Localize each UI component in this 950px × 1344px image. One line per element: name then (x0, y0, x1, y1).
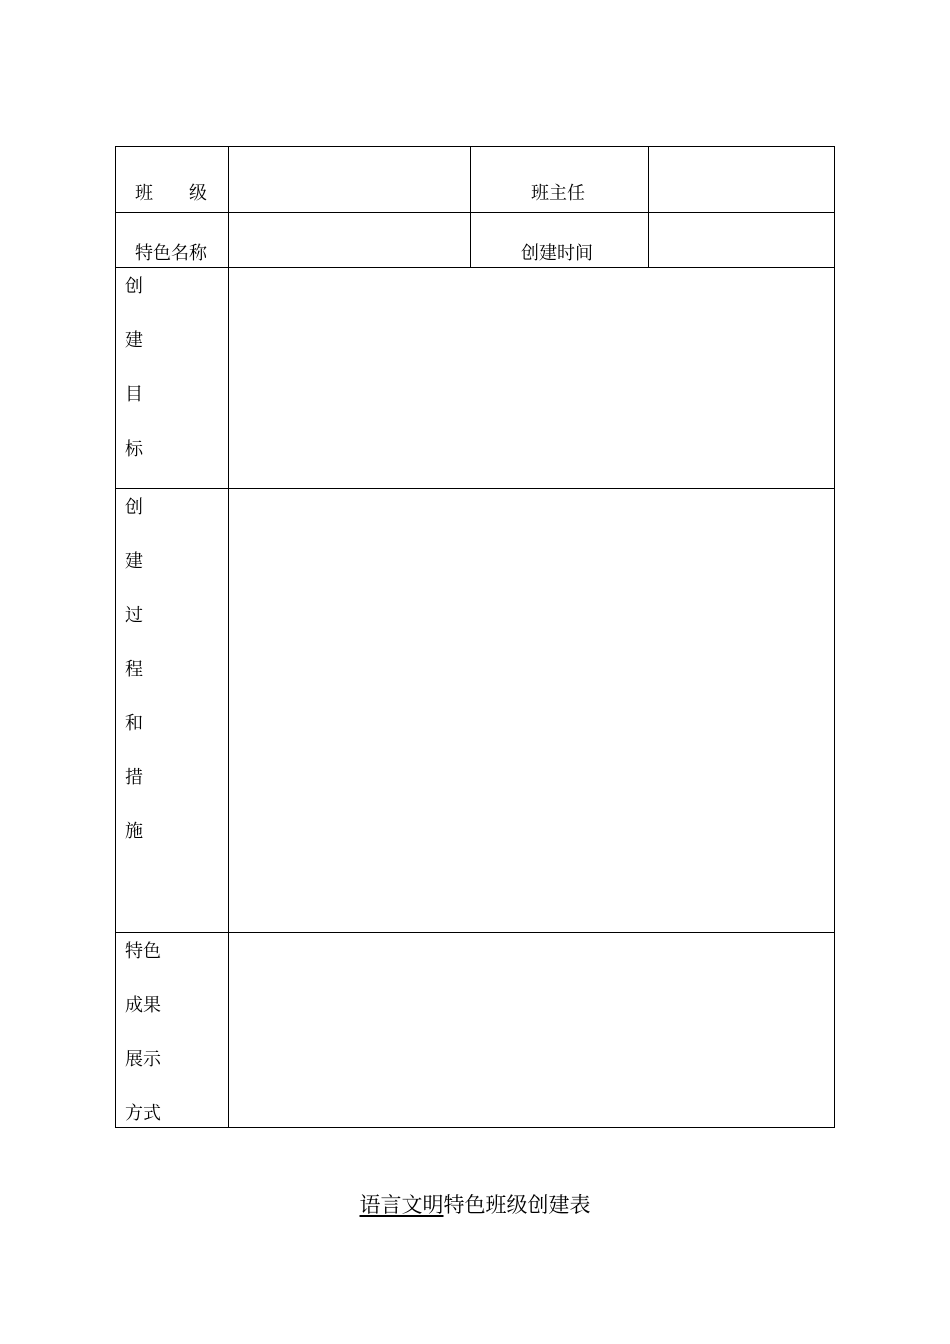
process-label-char: 过 (125, 605, 143, 626)
process-label-char: 创 (125, 497, 143, 518)
table-border-right (834, 146, 835, 1128)
table-border-left (115, 146, 116, 1128)
result-label-line: 特色 (125, 941, 161, 962)
table-divider-mid (470, 146, 471, 268)
goal-label-char: 标 (125, 439, 143, 460)
form-title (0, 1192, 950, 1218)
goal-label-char: 目 (125, 384, 143, 405)
result-label-line: 成果 (125, 995, 161, 1016)
title-underlined-part: 语言文明 (359, 1193, 444, 1217)
process-label-char: 和 (125, 713, 143, 734)
goal-label-char: 创 (125, 276, 143, 297)
feature-name-label: 特色名称 (135, 243, 207, 264)
process-label-char: 措 (125, 767, 143, 788)
teacher-label: 班主任 (531, 183, 585, 204)
process-field[interactable] (229, 489, 834, 932)
result-label-line: 方式 (125, 1103, 161, 1124)
title-rest: 特色班级创建表 (443, 1193, 591, 1217)
result-field[interactable] (229, 933, 834, 1127)
create-time-label: 创建时间 (521, 243, 593, 264)
goal-field[interactable] (229, 268, 834, 488)
class-label: 班 级 (135, 183, 207, 204)
class-field[interactable] (229, 147, 470, 212)
create-time-field[interactable] (649, 213, 834, 267)
process-label-char: 施 (125, 821, 143, 842)
table-border-bottom (115, 1127, 835, 1128)
goal-label-char: 建 (125, 330, 143, 351)
process-label-char: 程 (125, 659, 143, 680)
feature-name-field[interactable] (229, 213, 470, 267)
result-label-line: 展示 (125, 1049, 161, 1070)
teacher-field[interactable] (649, 147, 834, 212)
process-label-char: 建 (125, 551, 143, 572)
